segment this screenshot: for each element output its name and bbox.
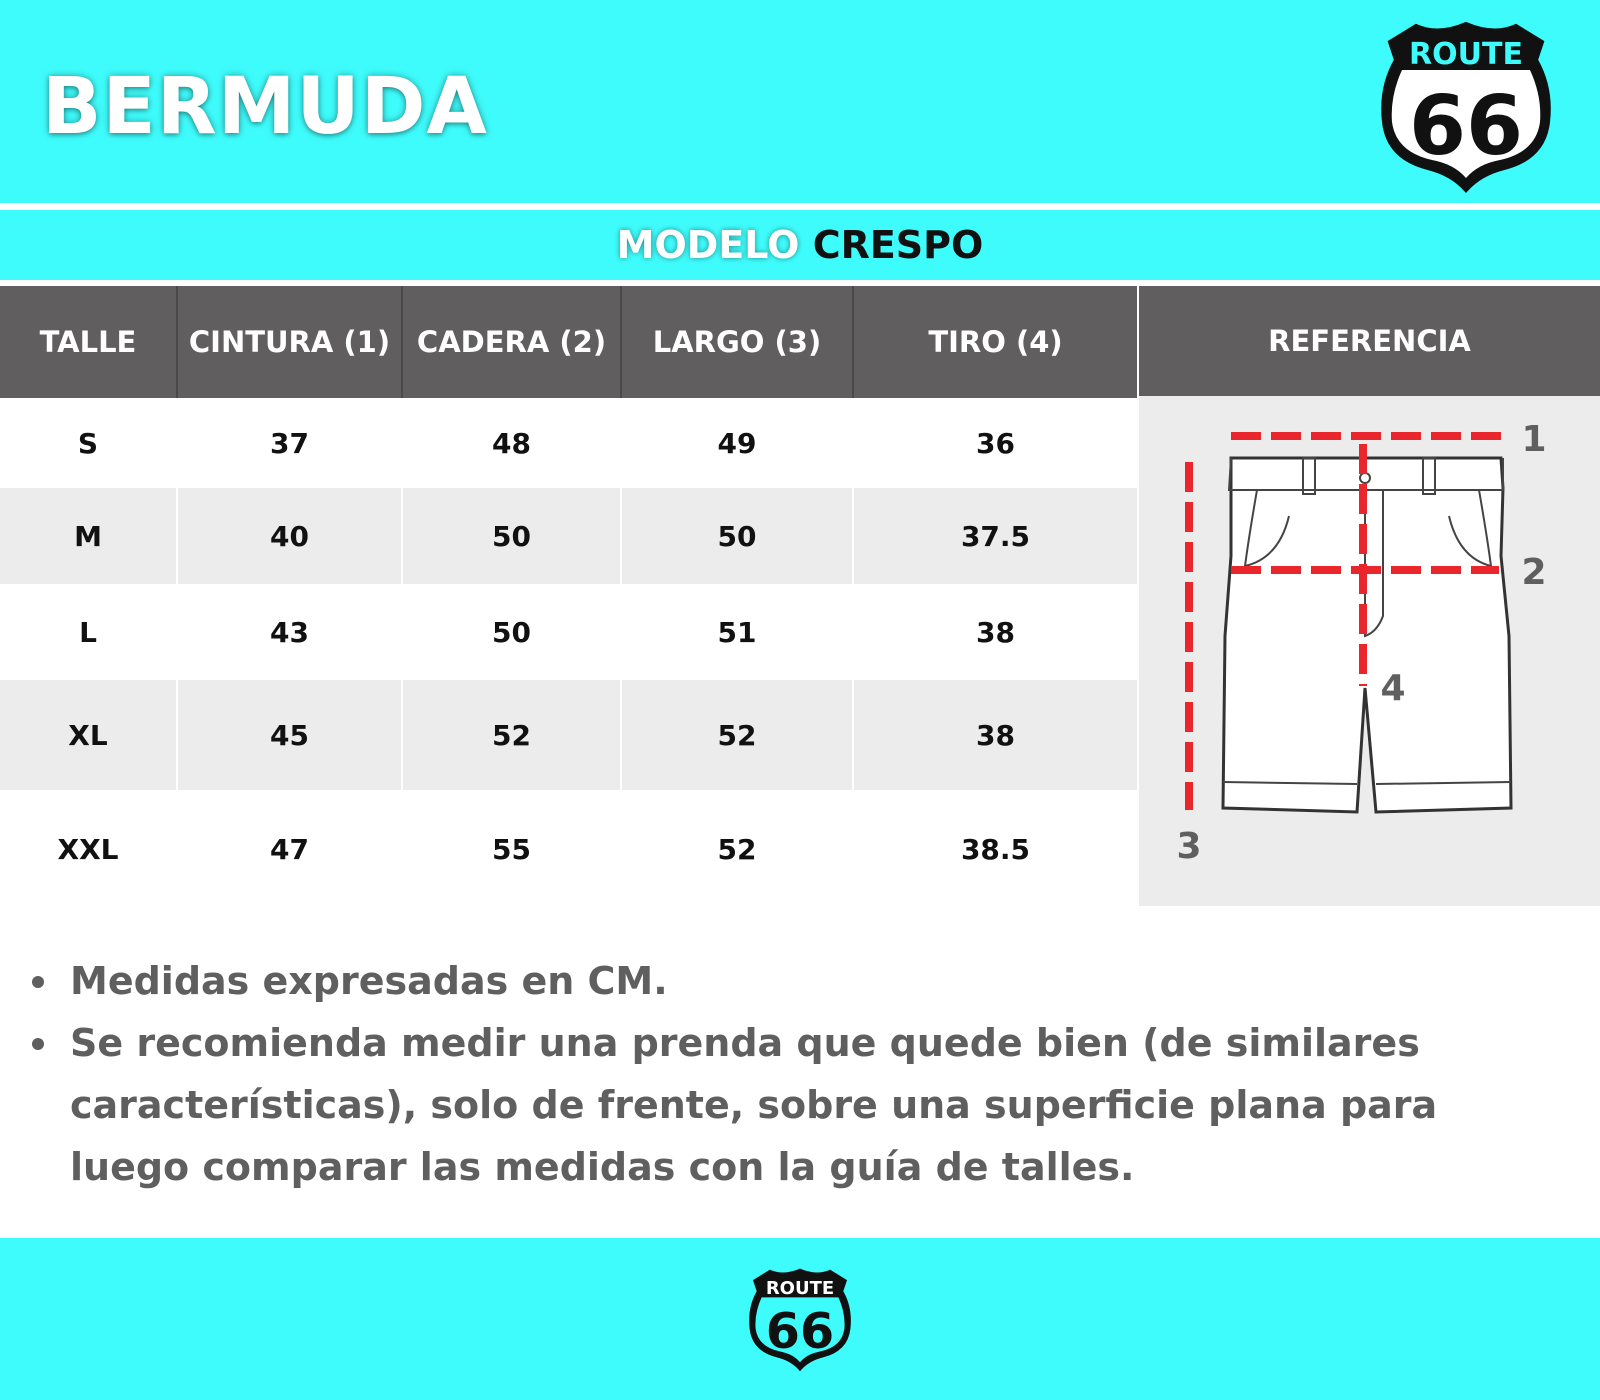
table-row bbox=[0, 584, 1137, 680]
table-cell: 49 bbox=[622, 398, 854, 488]
table-row bbox=[0, 790, 1137, 908]
table-cell: 50 bbox=[403, 488, 622, 584]
marker-1: 1 bbox=[1521, 419, 1547, 460]
table-cell: 51 bbox=[622, 584, 854, 680]
column-header-tiro: TIRO (4) bbox=[928, 325, 1063, 359]
table-cell: 50 bbox=[403, 584, 622, 680]
column-header-talle: TALLE bbox=[0, 286, 178, 398]
header-banner bbox=[0, 0, 1600, 203]
model-bar bbox=[0, 210, 1600, 280]
table-cell: 50 bbox=[622, 488, 854, 584]
logo-number-text: 66 bbox=[1408, 79, 1524, 174]
table-cell: 43 bbox=[178, 584, 403, 680]
table-cell: 40 bbox=[178, 488, 403, 584]
table-cell: S bbox=[0, 398, 178, 488]
route-66-logo-footer bbox=[746, 1266, 854, 1372]
table-header-row bbox=[0, 286, 1137, 398]
table-cell: XXL bbox=[0, 790, 178, 908]
note-text: Medidas expresadas en CM. bbox=[70, 959, 668, 1003]
route-66-logo bbox=[1376, 18, 1556, 194]
table-cell: 55 bbox=[403, 790, 622, 908]
reference-panel bbox=[1139, 396, 1600, 906]
bullet-icon bbox=[32, 1038, 44, 1050]
column-header-cintura: CINTURA (1) bbox=[178, 286, 403, 398]
bullet-icon bbox=[32, 976, 44, 988]
list-item bbox=[30, 950, 1550, 1012]
marker-4: 4 bbox=[1380, 668, 1406, 709]
table-cell: 52 bbox=[622, 790, 854, 908]
table-cell: 52 bbox=[403, 680, 622, 790]
model-name: CRESPO bbox=[812, 223, 984, 267]
shorts-diagram bbox=[1139, 396, 1600, 906]
table-cell: L bbox=[0, 584, 178, 680]
table-row bbox=[0, 680, 1137, 790]
column-header-largo: LARGO (3) bbox=[622, 286, 854, 398]
marker-2: 2 bbox=[1521, 552, 1547, 593]
table-cell: 47 bbox=[178, 790, 403, 908]
footer-logo-route-text: ROUTE bbox=[765, 1277, 835, 1299]
list-item bbox=[30, 1012, 1550, 1198]
table-cell: 38 bbox=[976, 718, 1015, 752]
table-cell: M bbox=[0, 488, 178, 584]
table-cell: 38.5 bbox=[960, 832, 1031, 866]
table-cell: 37 bbox=[178, 398, 403, 488]
size-table bbox=[0, 286, 1137, 908]
table-cell: XL bbox=[0, 680, 178, 790]
notes-list bbox=[30, 950, 1550, 1198]
column-header-cadera: CADERA (2) bbox=[403, 286, 622, 398]
footer-logo-number-text: 66 bbox=[765, 1301, 835, 1360]
reference-header: REFERENCIA bbox=[1139, 286, 1600, 396]
marker-3: 3 bbox=[1176, 826, 1202, 867]
page-title: BERMUDA bbox=[42, 62, 488, 152]
table-row bbox=[0, 398, 1137, 488]
table-cell: 45 bbox=[178, 680, 403, 790]
note-text: Se recomienda medir una prenda que quede bien (de similares características), solo de frente, sobre una superficie plana para luego comparar las medidas con la guía de talles. bbox=[70, 1021, 1438, 1189]
table-cell: 37.5 bbox=[960, 519, 1031, 553]
table-row bbox=[0, 488, 1137, 584]
footer-banner bbox=[0, 1238, 1600, 1400]
table-cell: 48 bbox=[403, 398, 622, 488]
table-cell: 52 bbox=[622, 680, 854, 790]
table-cell: 36 bbox=[976, 426, 1015, 460]
table-cell: 38 bbox=[976, 615, 1015, 649]
logo-route-text: ROUTE bbox=[1409, 37, 1523, 72]
model-prefix: MODELO bbox=[616, 223, 800, 267]
